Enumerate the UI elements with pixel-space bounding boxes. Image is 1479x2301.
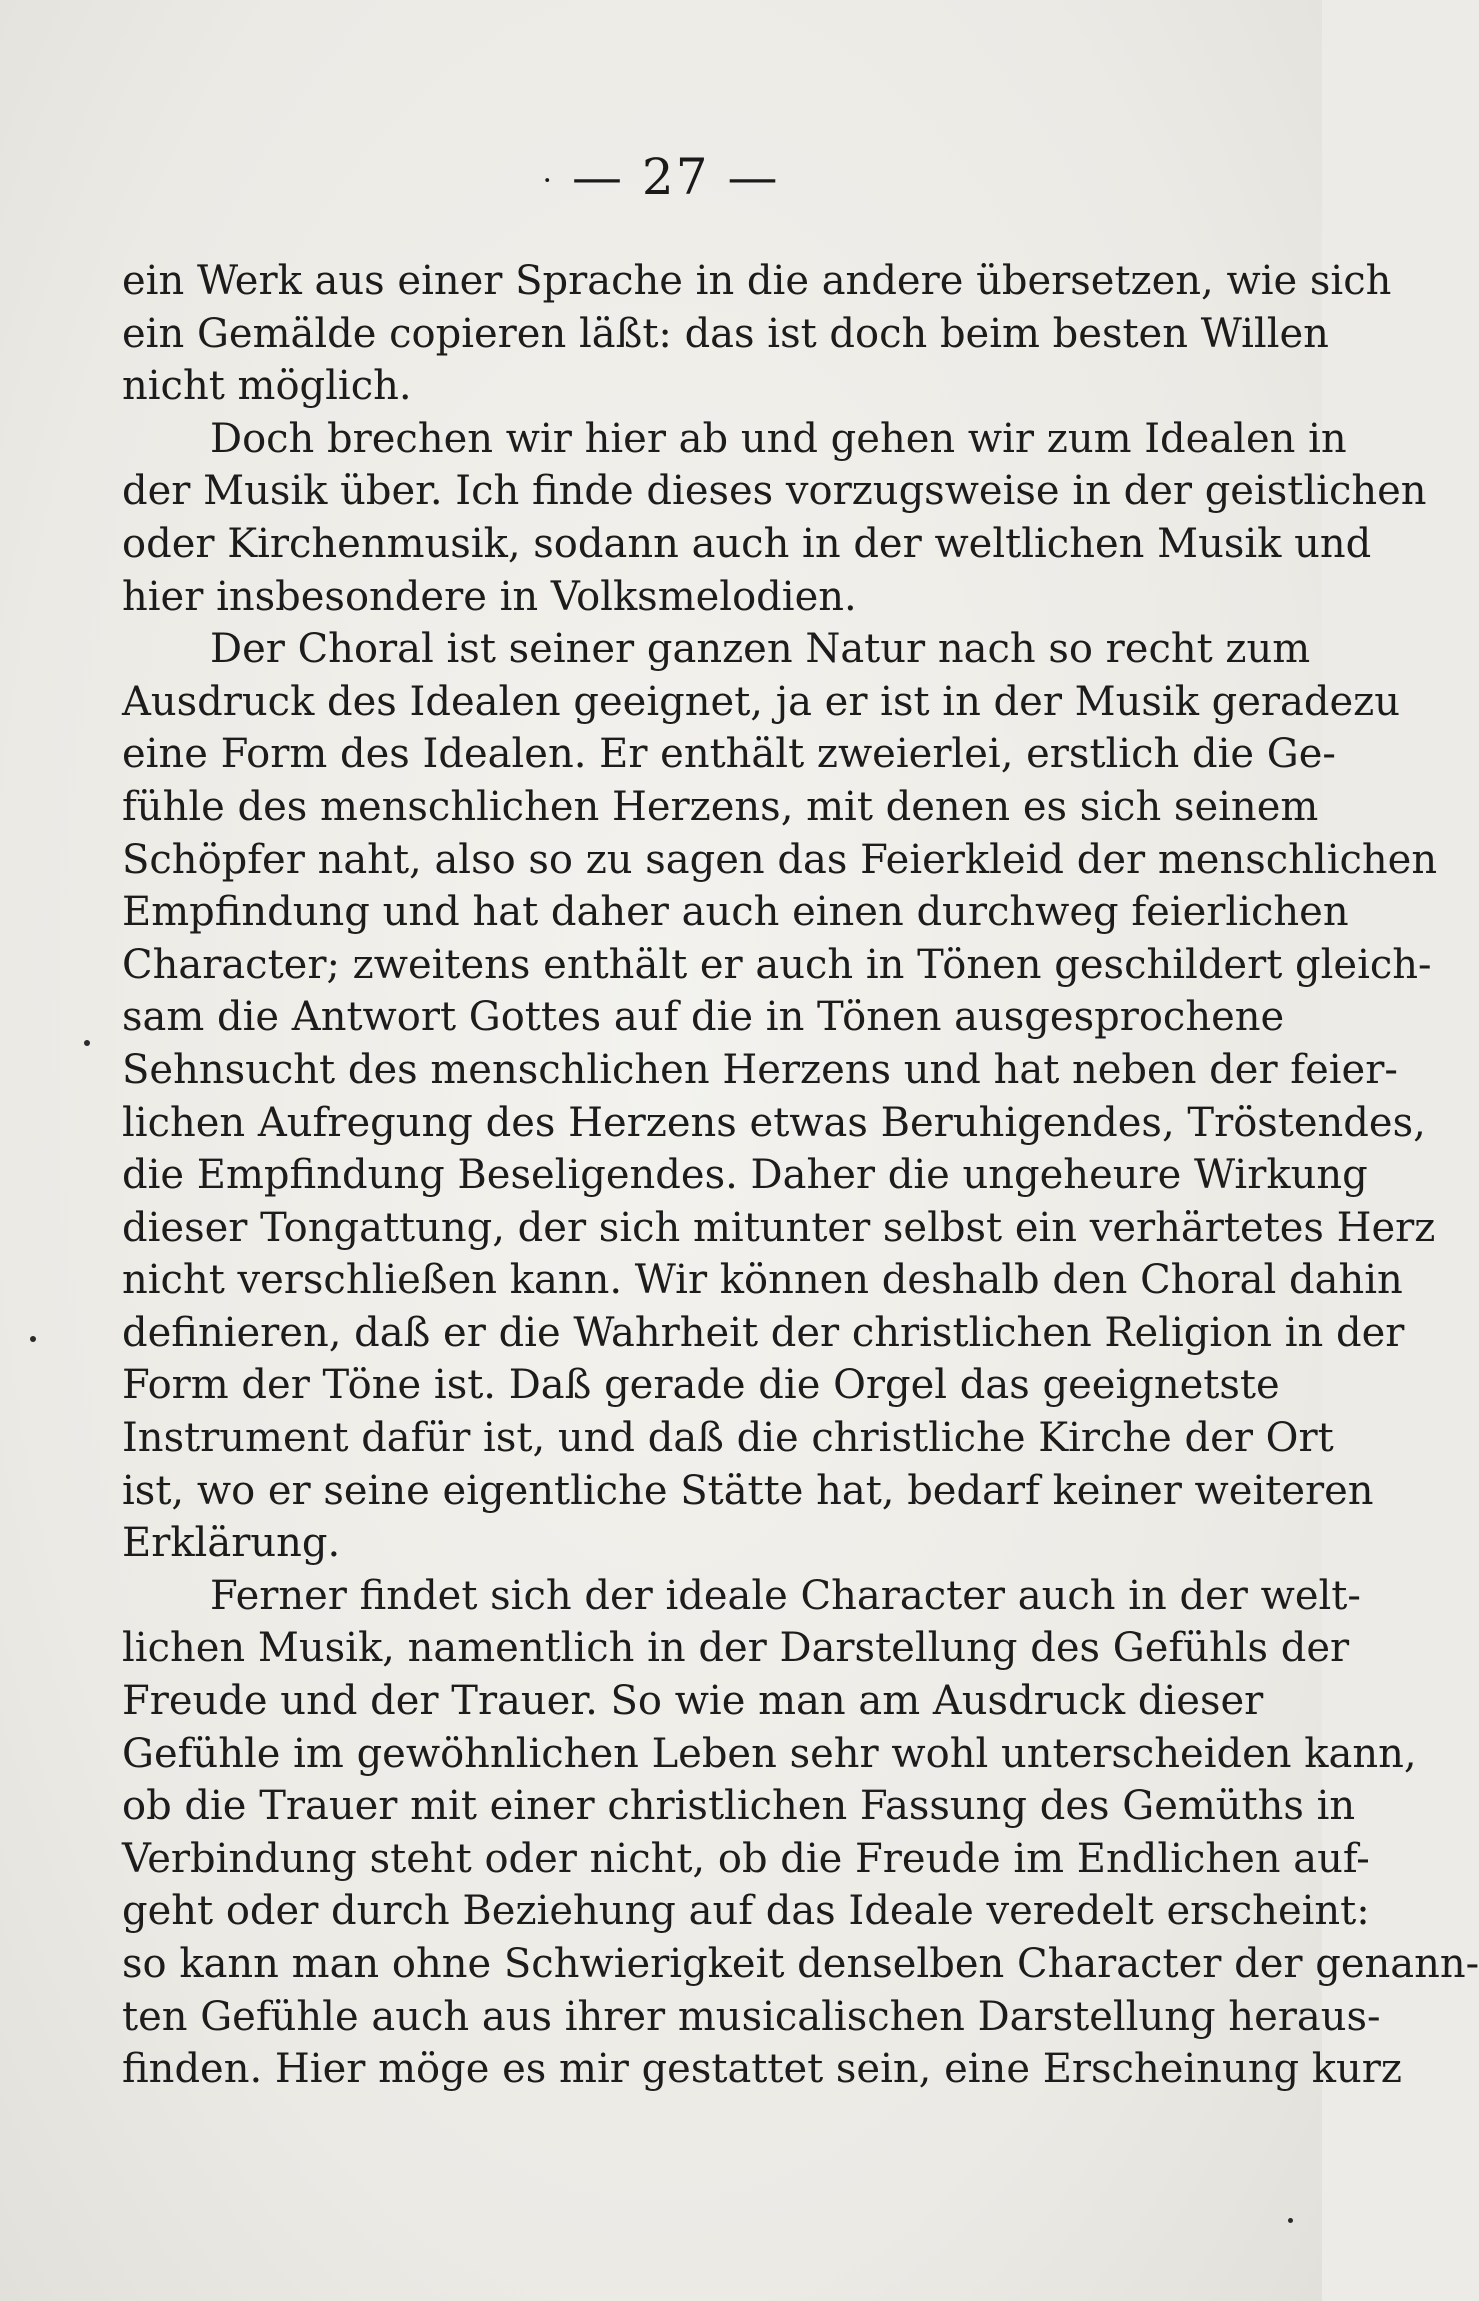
text-line: Form der Töne ist. Daß gerade die Orgel das geeignetste — [122, 1362, 1280, 1409]
text-line: ein Werk aus einer Sprache in die andere übersetzen, wie sich — [122, 258, 1392, 304]
text-line: Der Choral ist seiner ganzen Natur nach so recht zum — [210, 626, 1311, 673]
page-header — [0, 148, 1322, 206]
text-line: nicht verschließen kann. Wir können deshalb den Choral dahin — [122, 1257, 1403, 1304]
ink-speck — [30, 1336, 36, 1342]
body-text — [122, 255, 1479, 2096]
text-line: Erklärung. — [122, 1520, 341, 1567]
text-line: Instrument dafür ist, und daß die christliche Kirche der Ort — [122, 1415, 1334, 1462]
dash-left: — — [572, 148, 624, 206]
text-line: Gefühle im gewöhnlichen Leben sehr wohl unterscheiden kann, — [122, 1730, 1417, 1777]
text-line: Verbindung steht oder nicht, ob die Freude im Endlichen auf- — [122, 1835, 1370, 1882]
text-line: Ausdruck des Idealen geeignet, ja er ist in der Musik geradezu — [122, 678, 1401, 725]
text-line: hier insbesondere in Volksmelodien. — [122, 573, 857, 620]
text-line: ob die Trauer mit einer christlichen Fassung des Gemüths in — [122, 1783, 1356, 1830]
text-line: Sehnsucht des menschlichen Herzens und hat neben der feier- — [122, 1046, 1398, 1093]
text-line: Schöpfer naht, also so zu sagen das Feierkleid der menschlichen — [122, 836, 1438, 883]
text-line: Character; zweitens enthält er auch in Tönen geschildert gleich- — [122, 941, 1432, 988]
text-line: so kann man ohne Schwierigkeit denselben Character der genann- — [122, 1941, 1479, 1987]
text-line: nicht möglich. — [122, 363, 412, 410]
page-number: 27 — [641, 148, 710, 206]
text-line: Ferner findet sich der ideale Character auch in der welt- — [210, 1572, 1361, 1619]
text-line: ist, wo er seine eigentliche Stätte hat, bedarf keiner weiteren — [122, 1467, 1374, 1514]
text-line: definieren, daß er die Wahrheit der christlichen Religion in der — [122, 1309, 1405, 1356]
text-line: der Musik über. Ich finde dieses vorzugsweise in der geistlichen — [122, 468, 1427, 515]
ink-speck — [84, 1040, 90, 1046]
text-line: dieser Tongattung, der sich mitunter selbst ein verhärtetes Herz — [122, 1204, 1436, 1251]
ink-speck — [1288, 2218, 1293, 2223]
text-line: sam die Antwort Gottes auf die in Tönen ausgesprochene — [122, 994, 1285, 1041]
text-line: ein Gemälde copieren läßt: das ist doch beim besten Willen — [122, 310, 1329, 357]
dash-right: — — [727, 148, 780, 206]
text-line: Doch brechen wir hier ab und gehen wir zum Idealen in — [210, 415, 1347, 462]
text-line: oder Kirchenmusik, sodann auch in der weltlichen Musik und — [122, 520, 1372, 567]
text-line: finden. Hier möge es mir gestattet sein, eine Erscheinung kurz — [122, 2046, 1402, 2093]
text-line: Freude und der Trauer. So wie man am Ausdruck dieser — [122, 1678, 1264, 1725]
text-line: Empfindung und hat daher auch einen durchweg feierlichen — [122, 889, 1349, 936]
text-line: die Empfindung Beseligendes. Daher die ungeheure Wirkung — [122, 1152, 1368, 1199]
lead-mark: · — [542, 163, 555, 199]
text-line: ten Gefühle auch aus ihrer musicalischen Darstellung heraus- — [122, 1993, 1381, 2040]
text-line: geht oder durch Beziehung auf das Ideale veredelt erscheint: — [122, 1888, 1370, 1935]
text-line: eine Form des Idealen. Er enthält zweierlei, erstlich die Ge- — [122, 731, 1336, 778]
text-line: lichen Musik, namentlich in der Darstellung des Gefühls der — [122, 1625, 1350, 1672]
text-line: fühle des menschlichen Herzens, mit denen es sich seinem — [122, 783, 1319, 830]
text-line: lichen Aufregung des Herzens etwas Beruhigendes, Tröstendes, — [122, 1099, 1426, 1146]
